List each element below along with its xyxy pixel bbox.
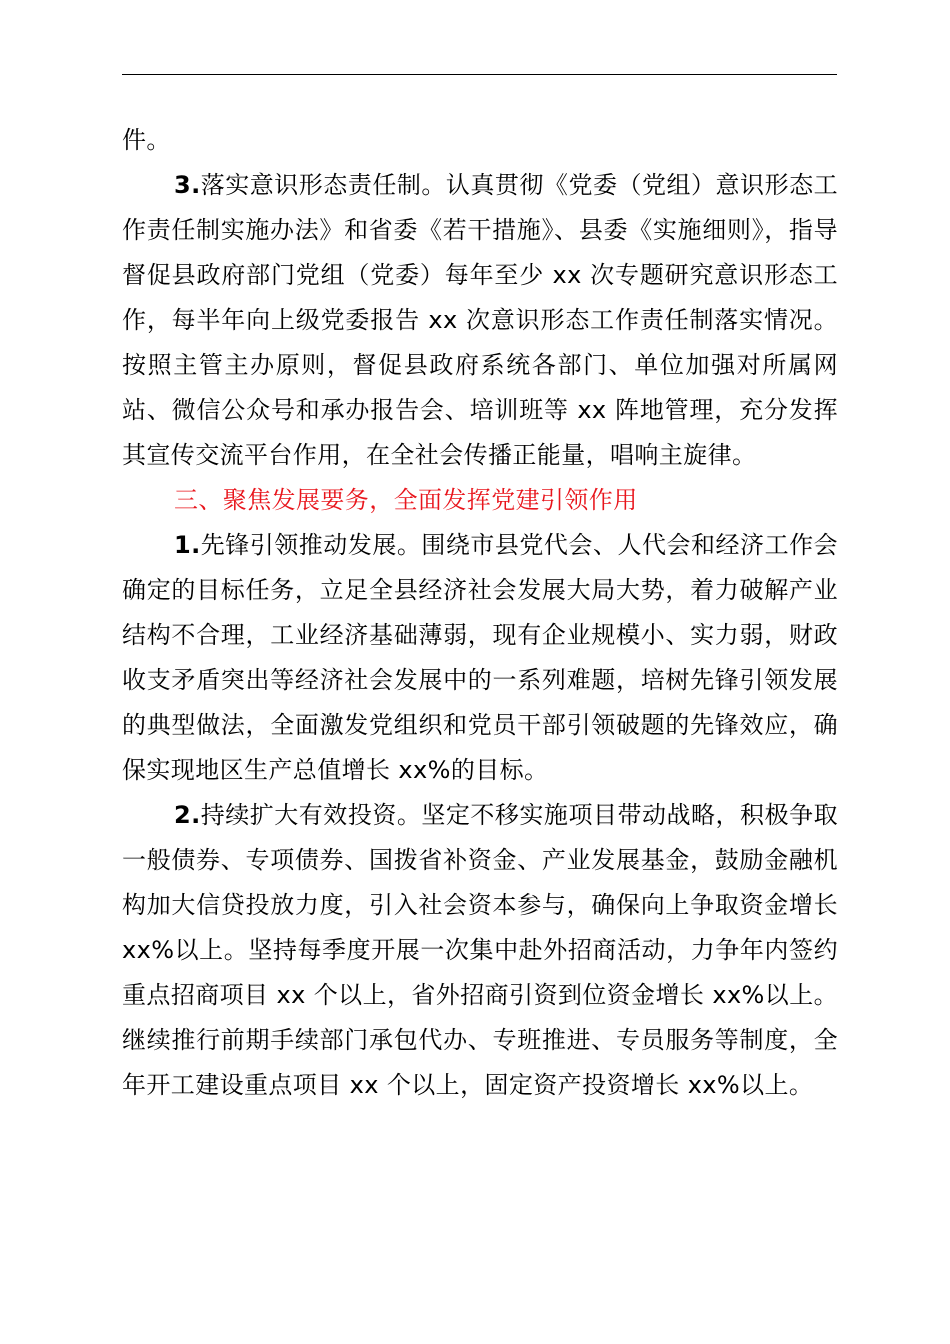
paragraph-s1-number: 1.	[174, 531, 201, 559]
continuation-text: 件。	[122, 126, 171, 154]
paragraph-s1	[122, 523, 838, 793]
section-heading: 三、聚焦发展要务，全面发挥党建引领作用	[174, 486, 638, 514]
document-body	[122, 118, 838, 1108]
paragraph-s2-text: 持续扩大有效投资。坚定不移实施项目带动战略，积极争取一般债券、专项债券、国拨省补资金、产业发展基金，鼓励金融机构加大信贷投放力度，引入社会资本参与，确保向上争取资金增长 xx%以上。坚持每季度开展一次集中赴外招商活动，力争年内签约重点招商项目 xx 个以上，省外招商引资到位资金增长 xx%以上。继续推行前期手续部门承包代办、专班推进、专员服务等制度，全年开工建设重点项目 xx 个以上，固定资产投资增长 xx%以上。	[122, 801, 838, 1099]
paragraph-3-text: 落实意识形态责任制。认真贯彻《党委（党组）意识形态工作责任制实施办法》和省委《若干措施》、县委《实施细则》，指导督促县政府部门党组（党委）每年至少 xx 次专题研究意识形态工作，每半年向上级党委报告 xx 次意识形态工作责任制落实情况。按照主管主办原则，督促县政府系统各部门、单位加强对所属网站、微信公众号和承办报告会、培训班等 xx 阵地管理，充分发挥其宣传交流平台作用，在全社会传播正能量，唱响主旋律。	[122, 171, 838, 469]
paragraph-3-number: 3.	[174, 171, 201, 199]
header-rule	[122, 74, 837, 75]
paragraph-s1-text: 先锋引领推动发展。围绕市县党代会、人代会和经济工作会确定的目标任务，立足全县经济社会发展大局大势，着力破解产业结构不合理，工业经济基础薄弱，现有企业规模小、实力弱，财政收支矛盾突出等经济社会发展中的一系列难题，培树先锋引领发展的典型做法，全面激发党组织和党员干部引领破题的先锋效应，确保实现地区生产总值增长 xx%的目标。	[122, 531, 838, 784]
paragraph-3	[122, 163, 838, 478]
paragraph-s2-number: 2.	[174, 801, 201, 829]
paragraph-s2	[122, 793, 838, 1108]
